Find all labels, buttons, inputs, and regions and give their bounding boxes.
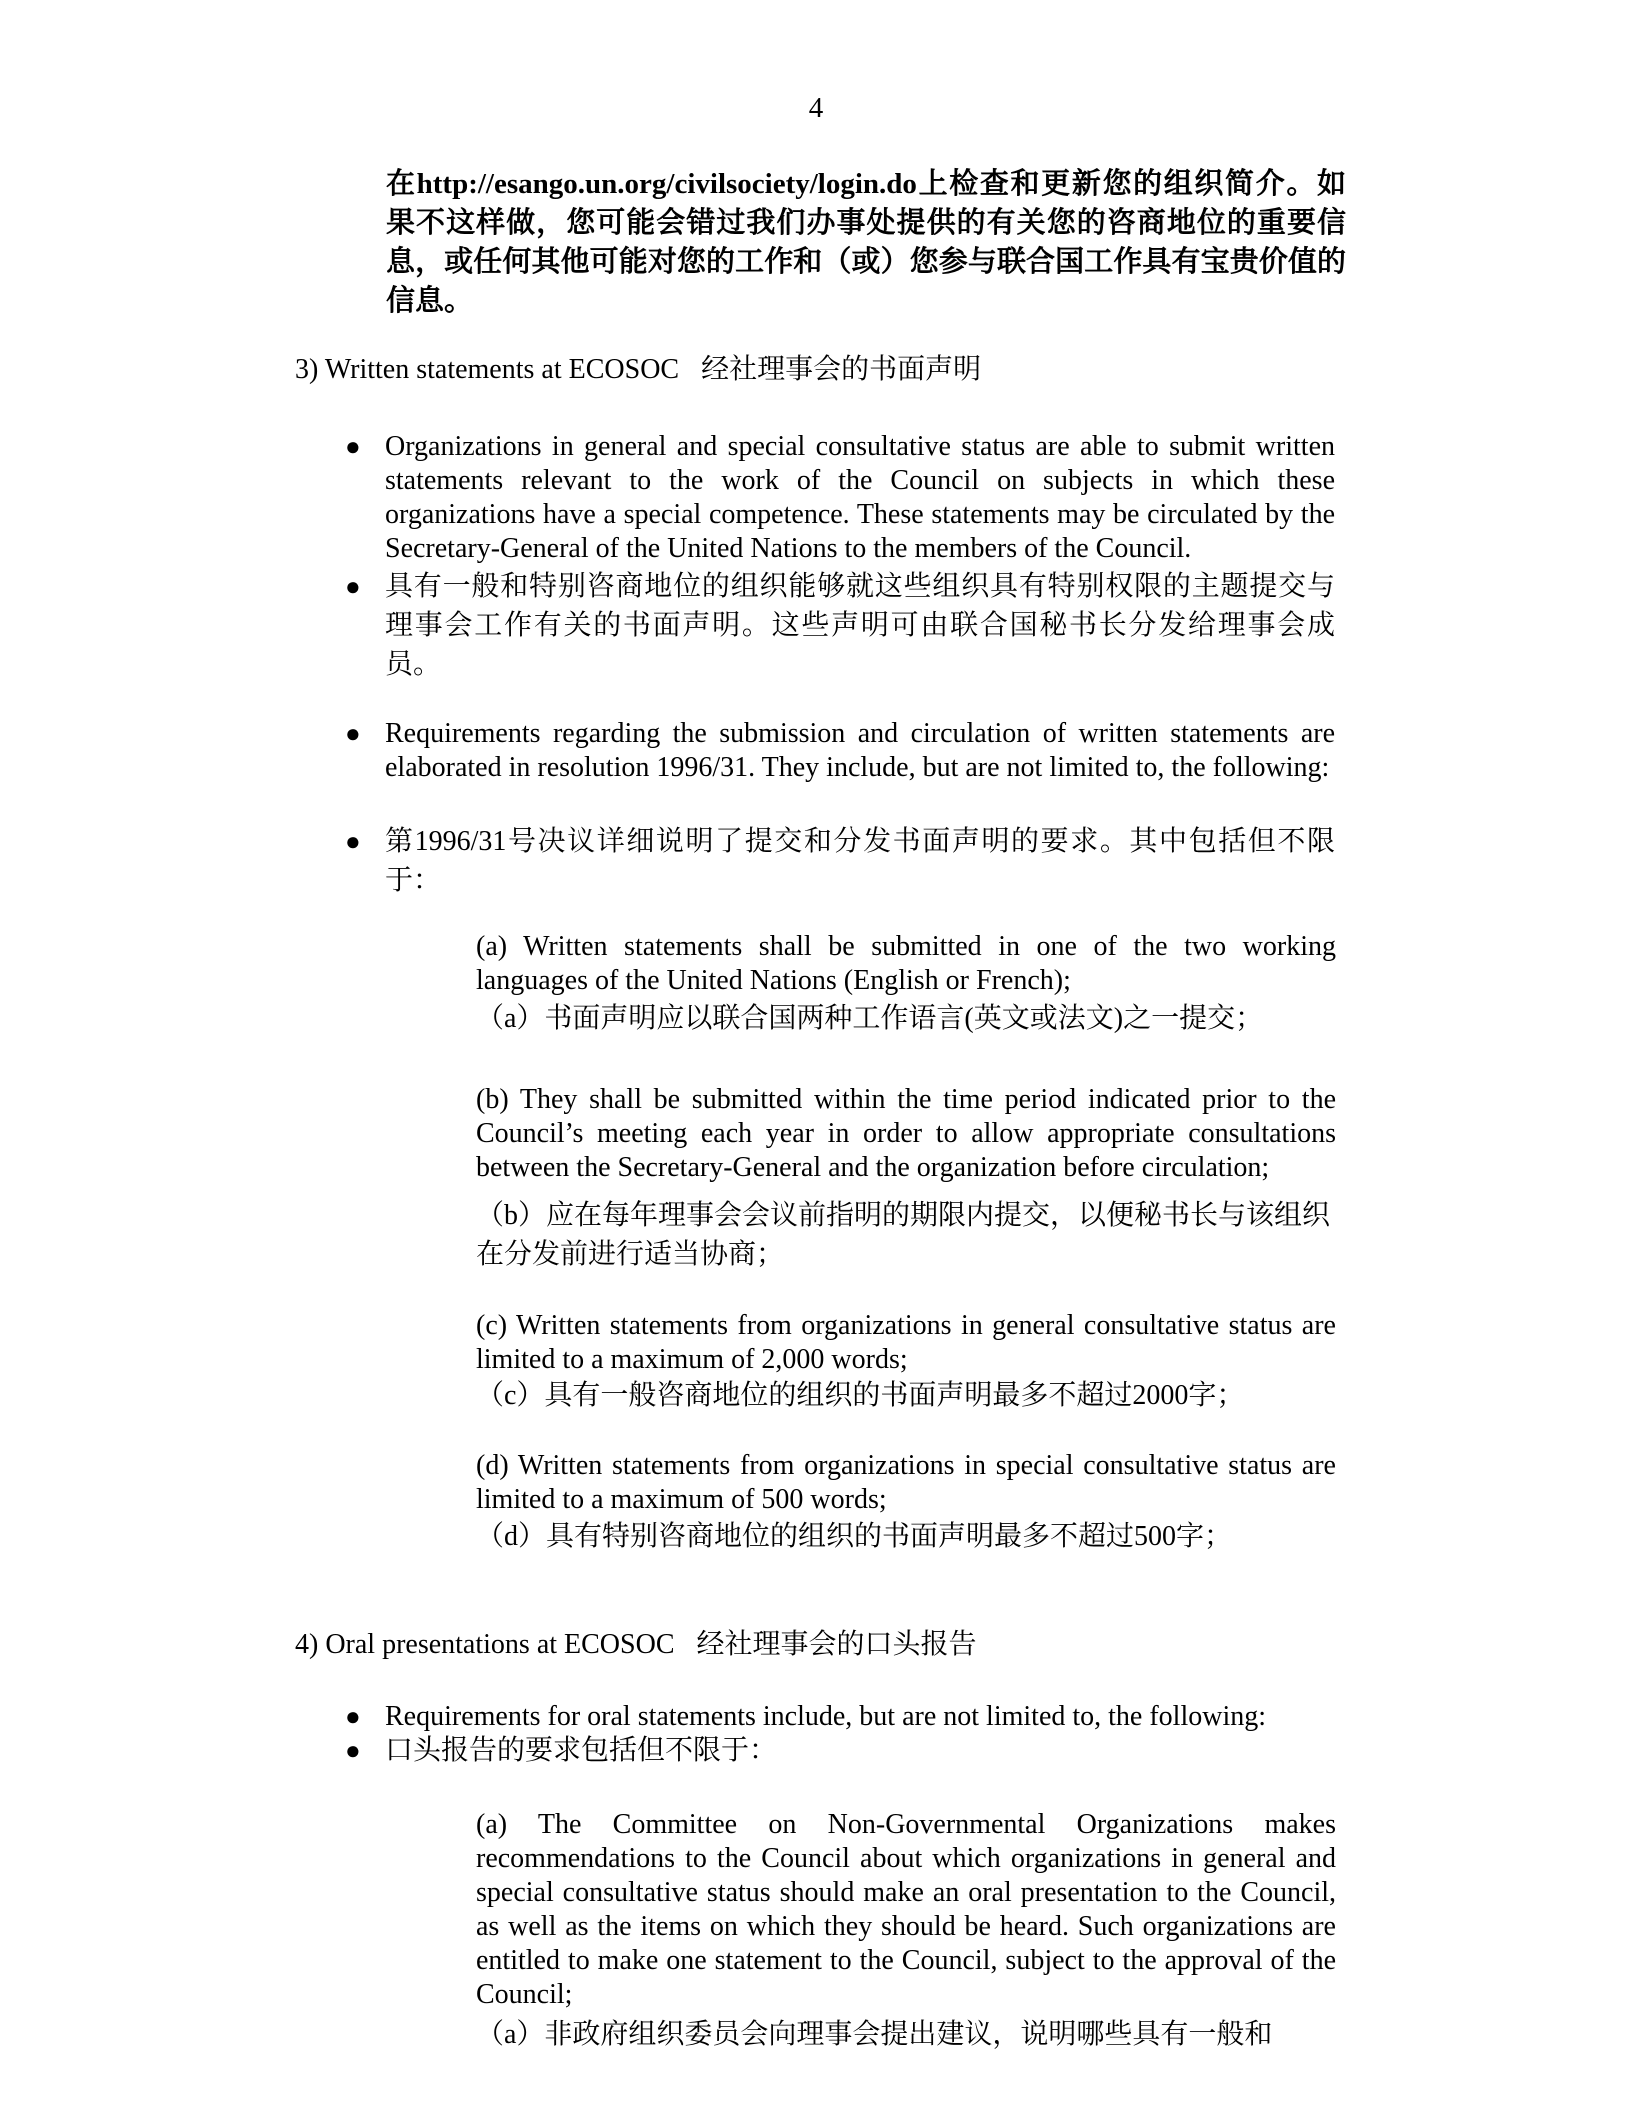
bullet-item <box>345 430 1335 566</box>
section-4-heading <box>295 1627 977 1663</box>
bullet-item <box>345 1700 1335 1734</box>
bullet-dot: ● <box>345 572 361 601</box>
bullet-text: 口头报告的要求包括但不限于： <box>385 1735 778 1766</box>
page-number: 4 <box>808 92 824 124</box>
bullet-text: Requirements for oral statements include, but are not limited to, the following: <box>385 1701 1267 1732</box>
item-d-zh: （d）具有特别咨商地位的组织的书面声明最多不超过500字； <box>476 1521 1233 1552</box>
bullet-item <box>345 717 1335 785</box>
bullet-item <box>345 822 1335 900</box>
item-a-en: (a) Written statements shall be submitted in one of the two working languages of the United Nations (English or French); <box>476 931 1336 996</box>
bullet-text: 具有一般和特别咨商地位的组织能够就这些组织具有特别权限的主题提交与理事会工作有关的书面声明。这些声明可由联合国秘书长分发给理事会成员。 <box>385 571 1335 680</box>
item-b-zh: （b）应在每年理事会会议前指明的期限内提交，以便秘书长与该组织在分发前进行适当协商； <box>476 1200 1331 1270</box>
bullet-item <box>345 567 1335 684</box>
bullet-dot: ● <box>345 719 361 748</box>
item-d-en: (d) Written statements from organizations in special consultative status are limited to a maximum of 500 words; <box>476 1450 1336 1515</box>
bullet-text: Organizations in general and special consultative status are able to submit written statements relevant to the work of the Council on subjects in which these organizations have a special competence. These statements may be circulated by the Secretary-General of the United Nations to the members of the Council. <box>385 431 1335 564</box>
item-c-en: (c) Written statements from organizations in general consultative status are limited to a maximum of 2,000 words; <box>476 1310 1336 1375</box>
bullet-dot: ● <box>345 1702 361 1731</box>
item-c-zh: （c）具有一般咨商地位的组织的书面声明最多不超过2000字； <box>476 1380 1245 1411</box>
bullet-text: 第1996/31号决议详细说明了提交和分发书面声明的要求。其中包括但不限于： <box>385 826 1335 896</box>
section-3-title-en: 3) Written statements at ECOSOC <box>295 354 680 385</box>
item-b-en: (b) They shall be submitted within the time period indicated prior to the Council’s meeting each year in order to allow appropriate consultations between the Secretary-General and the organization before circulation; <box>476 1084 1336 1183</box>
bullet-dot: ● <box>345 827 361 856</box>
section-4-title-en: 4) Oral presentations at ECOSOC <box>295 1629 675 1660</box>
section-4-title-zh: 经社理事会的口头报告 <box>696 1629 977 1660</box>
bullet-dot: ● <box>345 1736 361 1765</box>
intro-paragraph: 在http://esango.un.org/civilsociety/login.do上检查和更新您的组织简介。如果不这样做，您可能会错过我们办事处提供的有关您的咨商地位的重要信息，或任何其他可能对您的工作和（或）您参与联合国工作具有宝贵价值的信息。 <box>386 168 1346 317</box>
item-a-zh: （a）书面声明应以联合国两种工作语言(英文或法文)之一提交； <box>476 1003 1264 1034</box>
bullet-text: Requirements regarding the submission and circulation of written statements are elaborated in resolution 1996/31. They include, but are not limited to, the following: <box>385 718 1335 783</box>
bullet-item <box>345 1731 1335 1770</box>
bullet-dot: ● <box>345 432 361 461</box>
item-a-zh: （a）非政府组织委员会向理事会提出建议，说明哪些具有一般和 <box>476 2019 1273 2050</box>
item-a-en: (a) The Committee on Non-Governmental Organizations makes recommendations to the Council about which organizations in general and special consultative status should make an oral presentation to the Council, as well as the items on which they should be heard. Such organizations are entitled to make one statement to the Council, subject to the approval of the Council; <box>476 1809 1336 2010</box>
section-3-heading <box>295 352 981 388</box>
section-3-title-zh: 经社理事会的书面声明 <box>701 354 982 385</box>
